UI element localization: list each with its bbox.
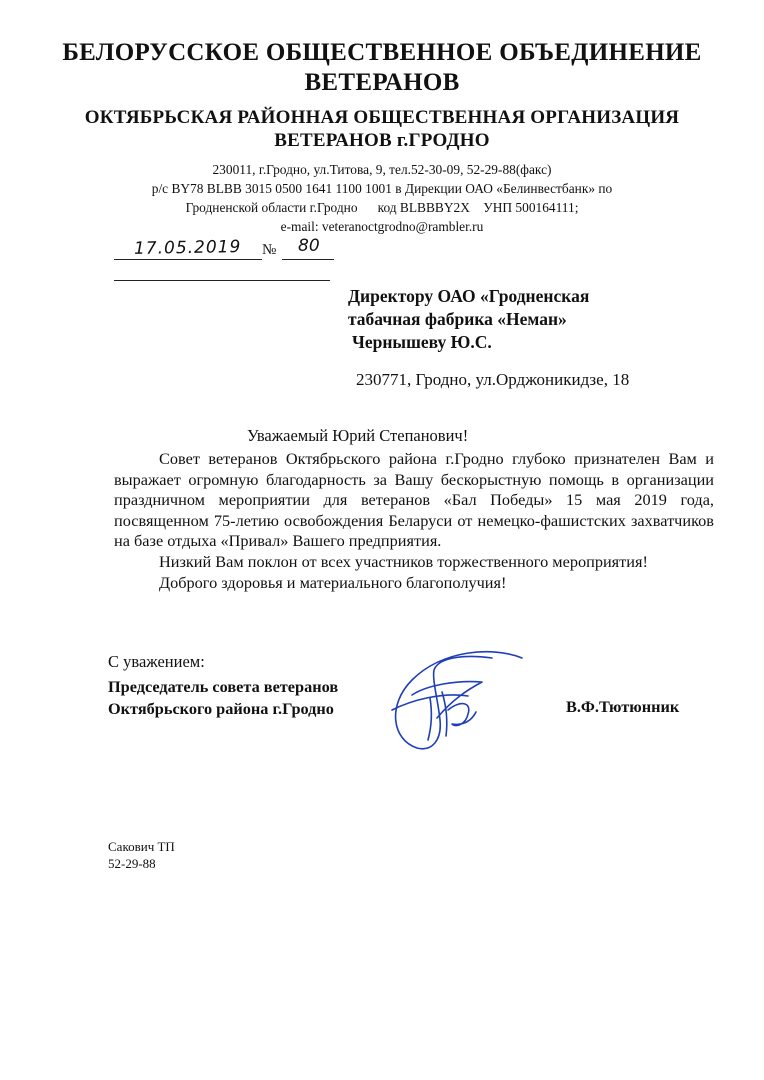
letter-body <box>114 449 714 593</box>
addressee-line2: табачная фабрика «Неман» <box>348 309 567 329</box>
org-name-line2: ВЕТЕРАНОВ <box>304 69 460 96</box>
salutation: Уважаемый Юрий Степанович! <box>247 426 469 445</box>
body-paragraph-2: Низкий Вам поклон от всех участников торжественного мероприятия! <box>159 551 648 571</box>
suborg-name-line1: ОКТЯБРЬСКАЯ РАЙОННАЯ ОБЩЕСТВЕННАЯ ОРГАНИЗАЦИЯ <box>84 107 680 128</box>
signature-loop <box>396 652 522 749</box>
number-sign: № <box>262 242 277 258</box>
outgoing-date: 17.05.2019 <box>133 237 242 259</box>
email: e-mail: veteranoctgrodno@rambler.ru <box>280 219 484 234</box>
bank-details-line1: р/с BY78 BLBB 3015 0500 1641 1100 1001 в Дирекции ОАО «Белинвестбанк» по <box>151 181 613 196</box>
body-paragraph-3: Доброго здоровья и материального благополучия! <box>159 572 507 592</box>
signer-title-line2: Октябрьского района г.Гродно <box>108 699 334 718</box>
letterhead-subtitle <box>0 106 764 152</box>
number-underline <box>282 259 334 260</box>
executor-name: Сакович ТП <box>108 839 175 854</box>
executor-phone: 52-29-88 <box>108 856 156 871</box>
handwritten-signature <box>372 640 562 760</box>
addressee-line3: Чернышеву Ю.С. <box>352 332 492 352</box>
org-name-line1: БЕЛОРУССКОЕ ОБЩЕСТВЕННОЕ ОБЪЕДИНЕНИЕ <box>62 39 702 66</box>
addressee-line1: Директору ОАО «Гродненская <box>348 286 590 306</box>
addressee-block <box>348 285 589 354</box>
addressee-address: 230771, Гродно, ул.Орджоникидзе, 18 <box>356 370 630 389</box>
executor-block <box>108 838 175 872</box>
postal-address: 230011, г.Гродно, ул.Титова, 9, тел.52-30-09, 52-29-88(факс) <box>212 162 552 177</box>
suborg-name-line2: ВЕТЕРАНОВ г.ГРОДНО <box>274 130 490 151</box>
outgoing-reference <box>114 238 334 262</box>
bank-details-line2: Гродненской области г.Гродно код BLBBBY2X УНП 500164111; <box>185 200 579 215</box>
regards: С уважением: <box>108 652 205 671</box>
outgoing-number: 80 <box>298 236 320 256</box>
reference-underline-2 <box>114 280 330 281</box>
letterhead-title <box>0 38 764 98</box>
body-paragraph-1: Совет ветеранов Октябрьского района г.Гродно глубоко признателен Вам и выражает огромную благодарность за Вашу бескорыстную помощь в организации праздничном мероприятии для ветеранов «Бал Победы» 15 мая 2019 года, посвященном 75-летию освобождения Беларуси от немецко-фашистских захватчиков на базе отдыха «Привал» Вашего предприятия. <box>114 449 714 551</box>
signer-name: В.Ф.Тютюнник <box>566 697 680 716</box>
signature-stroke-3 <box>448 704 476 726</box>
signer-title-line1: Председатель совета ветеранов <box>108 677 339 696</box>
signer-title <box>108 676 338 720</box>
letterhead-requisites <box>0 160 764 236</box>
date-underline <box>114 259 262 260</box>
